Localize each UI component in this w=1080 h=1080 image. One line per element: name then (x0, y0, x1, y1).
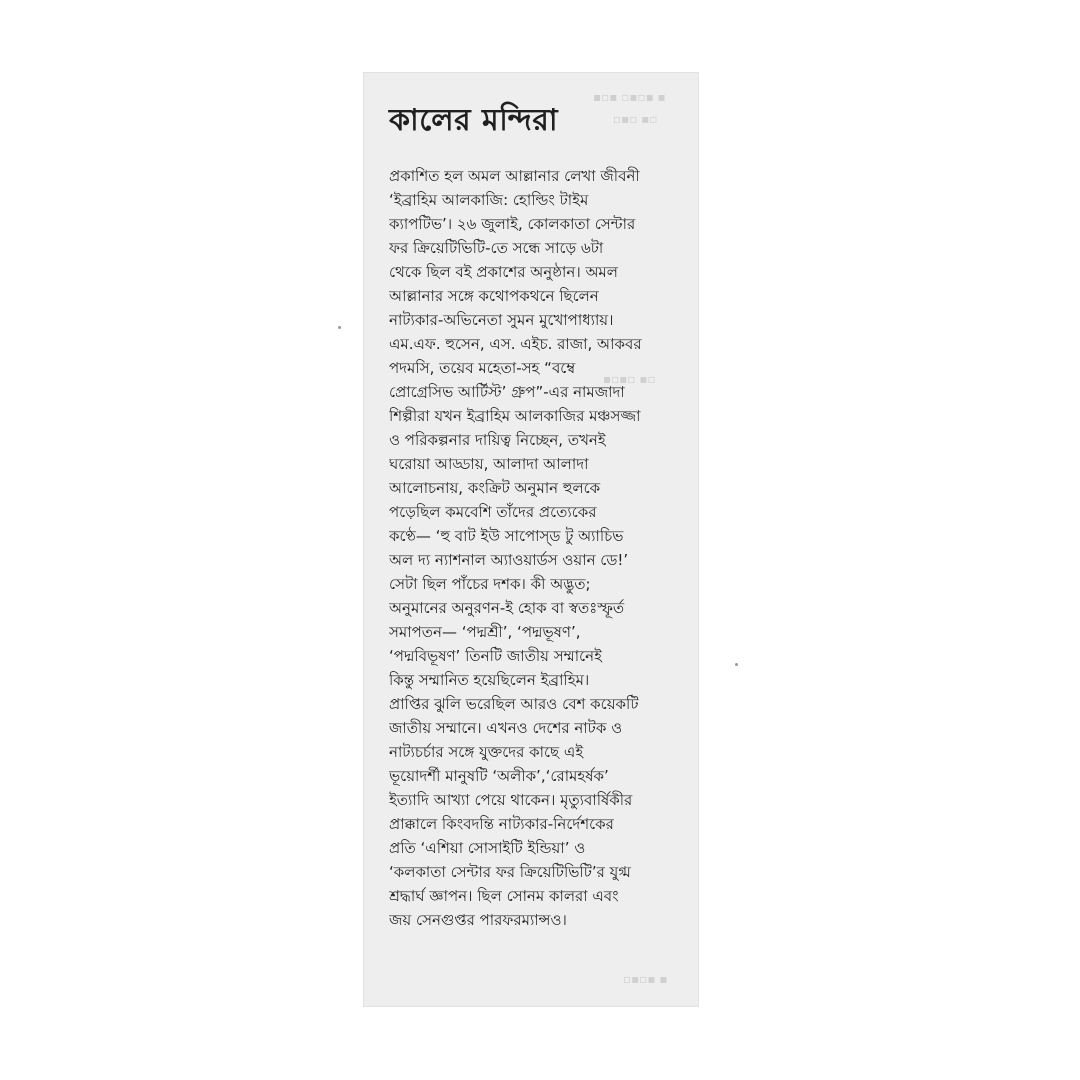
body-line: ‘পদ্মবিভূষণ’ তিনটি জাতীয় সম্মানেই (389, 647, 602, 665)
body-line: প্রকাশিত হল অমল আল্লানার লেখা জীবনী (389, 167, 640, 185)
body-line: ঘরোয়া আড্ডায়, আলাদা আলাদা (389, 455, 589, 473)
dust-speck (735, 663, 738, 666)
body-line: আলোচনায়, কংক্রিট অনুমান হুলকে (389, 479, 601, 497)
body-line: প্রোগ্রেসিভ আর্টিস্ট’ গ্রুপ”-এর নামজাদা (389, 383, 625, 401)
body-line: ইত্যাদি আখ্যা পেয়ে থাকেন। মৃত্যুবার্ষিকীর (389, 791, 633, 809)
body-line: ভূয়োদর্শী মানুষটি ‘অলীক’,‘রোমহর্ষক’ (389, 767, 609, 785)
body-line: প্রাপ্তির ঝুলি ভরেছিল আরও বেশ কয়েকটি (389, 695, 639, 713)
body-line: ক্যাপটিভ’। ২৬ জুলাই, কোলকাতা সেন্টার (389, 215, 636, 233)
body-line: ও পরিকল্পনার দায়িত্ব নিচ্ছেন, তখনই (389, 431, 606, 449)
body-line: পড়েছিল কমবেশি তাঁদের প্রত্যেকের (389, 503, 597, 521)
show-through-texture: ▪▫▪▫ ▪▫ (603, 372, 656, 386)
body-line: শিল্পীরা যখন ইব্রাহিম আলকাজির মঞ্চসজ্জা (389, 407, 641, 425)
body-line: নাট্যকার-অভিনেতা সুমন মুখোপাধ্যায়। (389, 311, 614, 329)
show-through-texture: ▫▪▫▪ ▪ (623, 972, 668, 986)
body-line: সমাপতন— ‘পদ্মশ্রী’, ‘পদ্মভূষণ’, (389, 623, 581, 641)
body-line: ‘ইব্রাহিম আলকাজি: হোল্ডিং টাইম (389, 191, 589, 209)
body-line: প্রাক্কালে কিংবদন্তি নাট্যকার-নির্দেশকের (389, 815, 614, 833)
body-line: সেটা ছিল পাঁচের দশক। কী অদ্ভুত; (389, 575, 591, 593)
show-through-texture: ▪▫▪ ▫▪▫▪ ▪ (593, 90, 666, 104)
body-line: জাতীয় সম্মানে। এখনও দেশের নাটক ও (389, 719, 623, 737)
newspaper-clipping (363, 72, 699, 1007)
body-line: থেকে ছিল বই প্রকাশের অনুষ্ঠান। অমল (389, 263, 618, 281)
dust-speck (338, 326, 341, 329)
body-line: আল্লানার সঙ্গে কথোপকথনে ছিলেন (389, 287, 599, 305)
body-line: পদমসি, তয়েব মহেতা-সহ “বম্বে (389, 359, 576, 377)
body-line: প্রতি ‘এশিয়া সোসাইটি ইন্ডিয়া’ ও (389, 839, 586, 857)
body-line: অনুমানের অনুরণন-ই হোক বা স্বতঃস্ফূর্ত (389, 599, 625, 617)
body-line: ফর ক্রিয়েটিভিটি-তে সন্ধে সাড়ে ৬টা (389, 239, 604, 257)
body-line: এম.এফ. হুসেন, এস. এইচ. রাজা, আকবর (389, 335, 642, 353)
article-headline: কালের মন্দিরা (389, 103, 559, 138)
article-body (389, 164, 689, 932)
body-line: অল দ্য ন্যাশনাল অ্যাওয়ার্ডস ওয়ান ডে!’ (389, 551, 629, 569)
body-line: কণ্ঠে— ‘হু বাট ইউ সাপোস্‌ড টু অ্যাচিভ (389, 527, 624, 545)
body-line: নাট্যচর্চার সঙ্গে যুক্তদের কাছে এই (389, 743, 584, 761)
body-line: কিন্তু সম্মানিত হয়েছিলেন ইব্রাহিম। (389, 671, 590, 689)
body-line: ‘কলকাতা সেন্টার ফর ক্রিয়েটিভিটি’র যুগ্ম (389, 863, 631, 881)
body-line: জয় সেনগুপ্তর পারফরম্যান্সও। (389, 911, 567, 929)
show-through-texture: ▫▪▫ ▪▫ (613, 112, 658, 126)
body-line: শ্রদ্ধার্ঘ জ্ঞাপন। ছিল সোনম কালরা এবং (389, 887, 619, 905)
